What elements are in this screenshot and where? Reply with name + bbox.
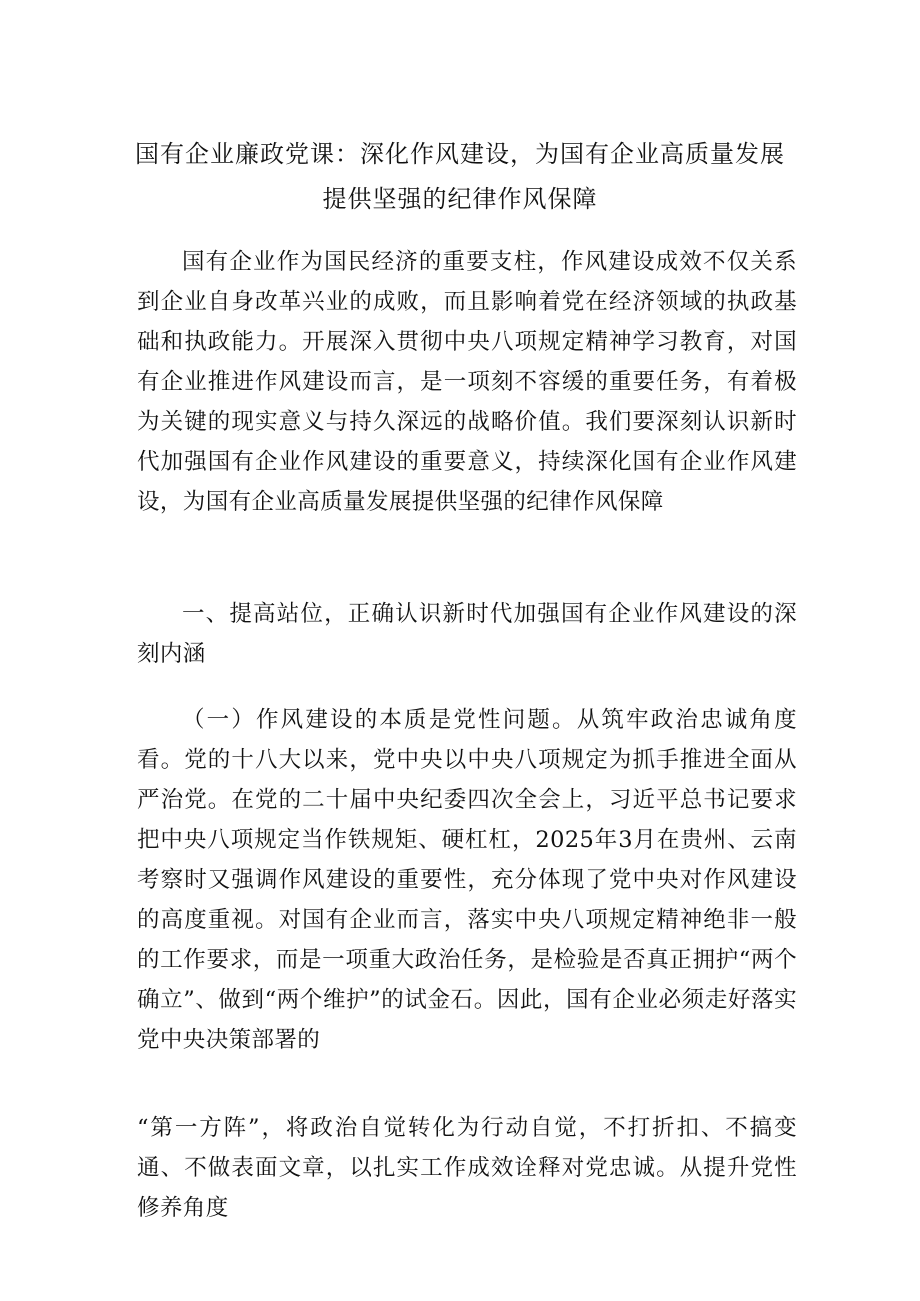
section-heading: 一、提高站位，正确认识新时代加强国有企业作风建设的深刻内涵 [137,601,797,667]
document-title-line-2: 提供坚强的纪律作风保障 [322,185,598,213]
intro-paragraph: 国有企业作为国民经济的重要支柱，作风建设成效不仅关系到企业自身改革兴业的成败，而且影响着党在经济领域的执政基础和执政能力。开展深入贯彻中央八项规定精神学习教育，对国有企业推进作风建设而言，是一项刻不容缓的重要任务，有着极为关键的现实意义与持久深远的战略价值。我们要深刻认识新时代加强国有企业作风建设的重要意义，持续深化国有企业作风建设，为国有企业高质量发展提供坚强的纪律作风保障 [137,249,797,515]
body-paragraph-continued: “第一方阵”，将政治自觉转化为行动自觉，不打折扣、不搞变通、不做表面文章，以扎实工作成效诠释对党忠诚。从提升党性修养角度 [137,1115,797,1221]
body-paragraph: （一）作风建设的本质是党性问题。从筑牢政治忠诚角度看。党的十八大以来，党中央以中央八项规定为抓手推进全面从严治党。在党的二十届中央纪委四次全会上，习近平总书记要求把中央八项规定当作铁规矩、硬杠杠，2025年3月在贵州、云南考察时又强调作风建设的重要性，充分体现了党中央对作风建设的高度重视。对国有企业而言，落实中央八项规定精神绝非一般的工作要求，而是一项重大政治任务，是检验是否真正拥护“两个确立”、做到“两个维护”的试金石。因此，国有企业必须走好落实党中央决策部署的 [137,707,797,1053]
document-title-line-1: 国有企业廉政党课：深化作风建设，为国有企业高质量发展 [135,140,785,168]
